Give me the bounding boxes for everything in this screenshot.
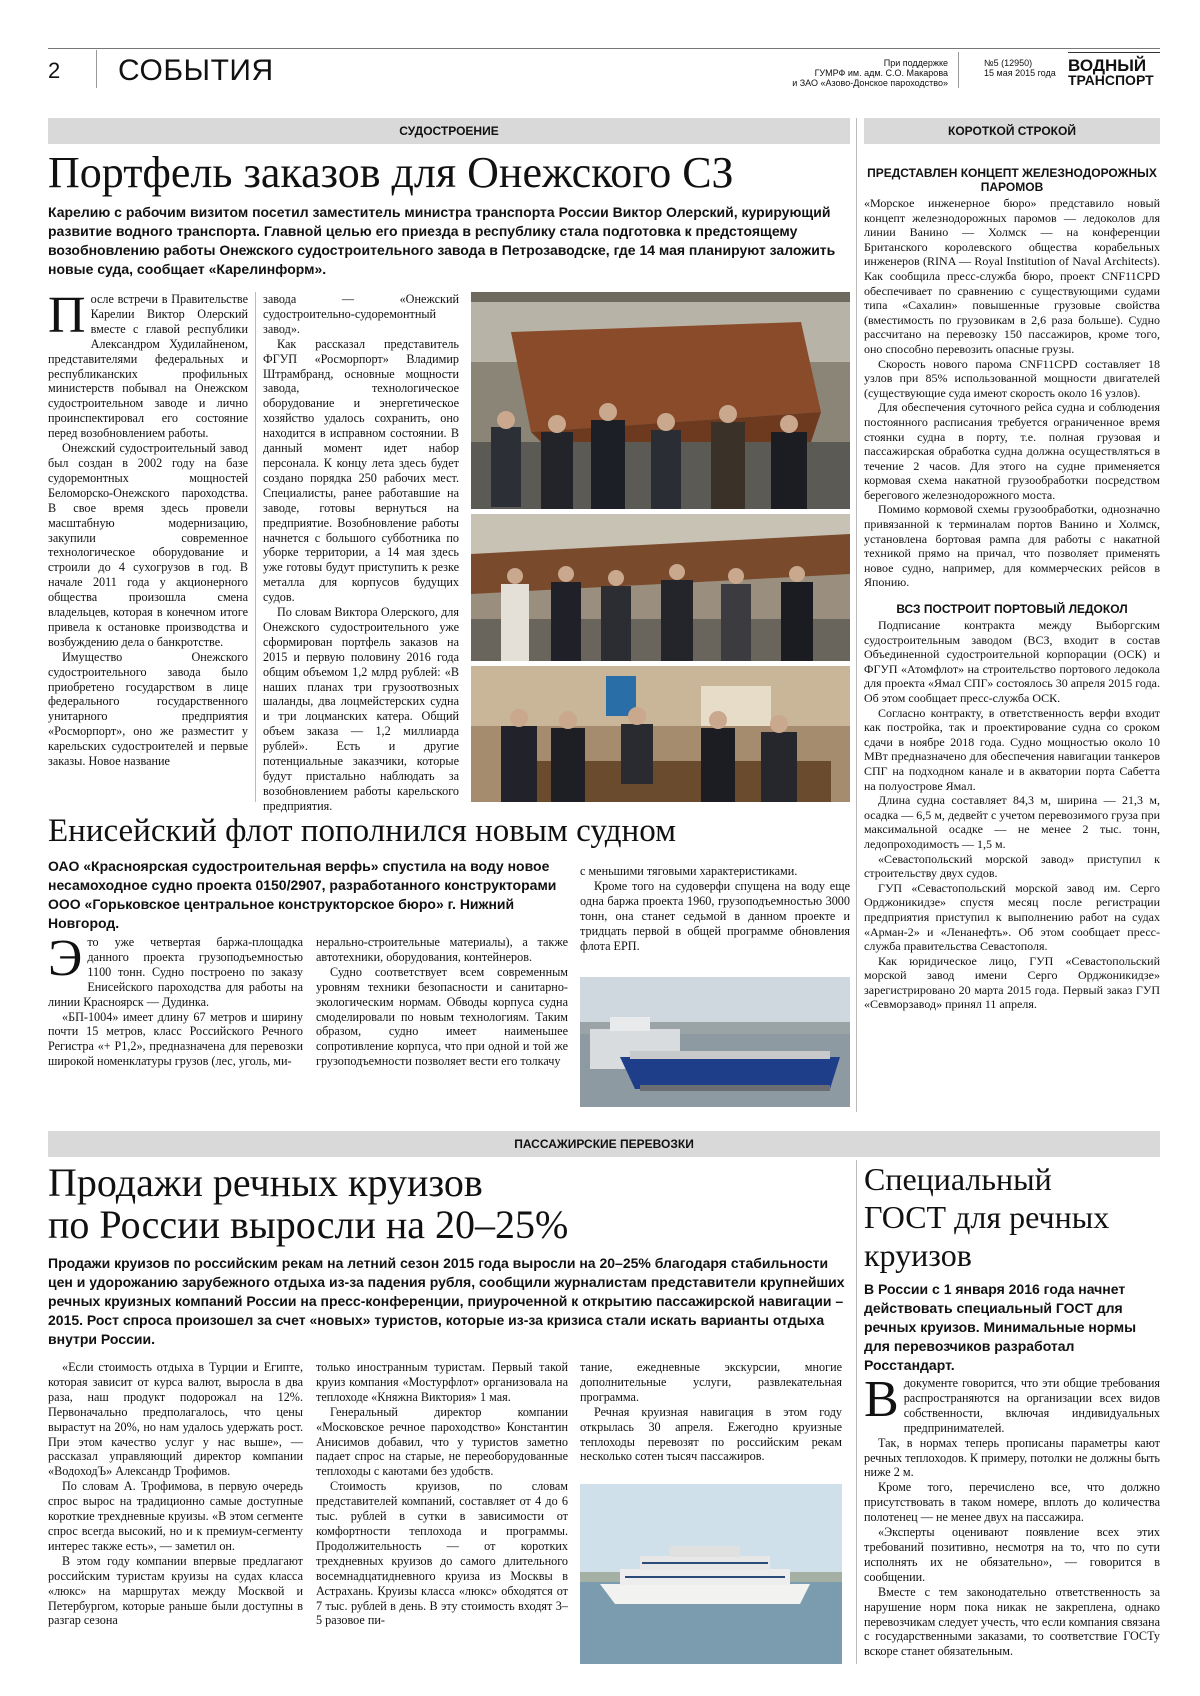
article-lead: ОАО «Красноярская судостроительная верфь» спустила на воду новое несамоходное судно проекта 0150/2907, разработанного конструкторами ООО «Горьковское центральное конструкторское бюро» г. Нижний Новгород.: [48, 858, 557, 931]
header-divider: [96, 50, 97, 88]
issue-info: [984, 58, 1056, 78]
paragraph: «Если стоимость отдыха в Турции и Египте, которая зависит от курса валют, выросла в два раза, наш продукт подорожал на 12%. Первоначально предполагалось, что цены вырастут на 20%, но нам удалось удержать рост. При этом качество услуг у нас выше», — рассказал управляющий директор компании «ВодоходЪ» Александр Трофимов.: [48, 1360, 303, 1479]
rubric-bar: СУДОСТРОЕНИЕ: [48, 118, 850, 144]
paragraph: Кроме того на судоверфи спущена на воду еще одна баржа проекта 1960, грузоподъемностью 3000 тонн, она станет седьмой в данном проекте и тридцать первой в общей программе обновления флота ЕРП.: [580, 878, 850, 953]
newspaper-logo[interactable]: [1068, 52, 1160, 88]
paragraph: Как юридическое лицо, ГУП «Севастопольский морской завод имени Серго Орджоникидзе» зарегистрировано 20 марта 2015 года. Первый заказ ГУП «Севморзавод» принял 11 апреля.: [864, 953, 1160, 1012]
issue-date: 15 мая 2015 года: [984, 68, 1056, 78]
paragraph: Помимо кормовой схемы грузообработки, однозначно привязанной к терминалам портов Ванино и Холмск, установлена бортовая рампа для работы с накатной техникой прямо на причал, что позволяет применять новое судно, например, для коммерческих рейсов в Японию.: [864, 502, 1160, 590]
paragraph: документе говорится, что эти общие требования распространяются на организации всех видов собственности, включая индивидуальных предпринимателей.: [903, 1376, 1160, 1435]
article-column: [48, 287, 248, 769]
cruise-ship-photo: [580, 1484, 842, 1664]
paragraph: Судно соответствует всем современным уровням техники безопасности и санитарно-экологическим нормам. Обводы корпуса судна смоделировали по новым технологиям. Таким образом, судно имеет наименьшее сопротивление корпуса, что при одной и той же грузоподъемности позволяет вести его толкачу: [316, 964, 568, 1069]
article-title: [864, 1160, 1160, 1274]
paragraph: ГУП «Севастопольский морской завод им. Серго Орджоникидзе» спустя месяц после регистрации предприятия приступил к выполнению работ на судах «Арман-2» и «Ленанефть». Об этом сообщает пресс-служба правительства Севастополя.: [864, 880, 1160, 954]
drop-cap: Э: [48, 930, 83, 987]
logo-line: ВОДНЫЙ: [1068, 56, 1147, 75]
section-title: СОБЫТИЯ: [118, 54, 274, 87]
paragraph: Речная круизная навигация в этом году открылась 30 апреля. Ежегодно круизные теплоходы перевозят по российским рекам несколько сотен тысяч пассажиров.: [580, 1404, 842, 1464]
paragraph: завода — «Онежский судостроительно-судоремонтный завод».: [263, 292, 459, 336]
column-rule: [856, 118, 857, 1112]
article-column: [48, 1360, 303, 1628]
article-column: [316, 1360, 568, 1628]
header-rule: [48, 48, 1160, 49]
article-column: [263, 292, 459, 814]
brief-title: ПРЕДСТАВЛЕН КОНЦЕПТ ЖЕЛЕЗНОДОРОЖНЫХ ПАРОМОВ: [867, 166, 1157, 194]
paragraph: «Севастопольский морской завод» приступил к строительству двух судов.: [864, 851, 1160, 881]
paragraph: осле встречи в Правительстве Карелии Виктор Олерский вместе с главой республики Александром Худилайненом, представителями федеральных и республиканских профильных министерств побывал на Онежском судостроительном заводе и лично проинспектировал его состояние перед возобновлением работы.: [48, 292, 248, 441]
paragraph: Для обеспечения суточного рейса судна и соблюдения постоянного расписания требуется ограниченное время стоянки судна в порту, т.е. полная грузовая и пассажирская обработка судна должна осуществляться в течение 2 часов. Для этого на судне применяется кормовая схема накатной грузообработки посредством берегового железнодорожного моста.: [864, 400, 1160, 502]
paragraph: Генеральный директор компании «Московское речное пароходство» Константин Анисимов добавил, что у туристов заметно падает спрос на старые, не переоборудованные теплоходы с каютами без удобств.: [316, 1404, 568, 1479]
paragraph: «БП-1004» имеет длину 67 метров и ширину почти 15 метров, класс Российского Речного Регистра «+ Р1,2», предназначена для перевозки широкой номенклатуры грузов (лес, уголь, ми-: [48, 1009, 303, 1069]
paragraph: «Эксперты оценивают появление всех этих требований позитивно, несмотря на то, что по сути исполнять их не обязательно», — говорится в сообщении.: [864, 1525, 1160, 1584]
paragraph: Вместе с тем законодательно ответственность за нарушение норм пока никак не закреплена, однако перевозчикам следует учесть, что если компания связана с государственными заказами, то соответствие ГОСТу вскоре станет обязательным.: [864, 1584, 1160, 1659]
paragraph: нерально-строительные материалы), а также автотехники, оборудования, контейнеров.: [316, 935, 568, 964]
paragraph: Подписание контракта между Выборгским судостроительным заводом (ВСЗ, входит в состав Объединенной судостроительной корпорации (ОСК) и ФГУП «Атомфлот» на строительство портового ледокола для проекта «Ямал СПГ» состоялось 30 апреля 2015 года. Об этом сообщает пресс-служба ОСК.: [864, 618, 1160, 705]
paragraph: Так, в нормах теперь прописаны параметры кают речных теплоходов. К примеру, потолки не должны быть ниже 2 м.: [864, 1435, 1160, 1480]
support-line: и ЗАО «Азово-Донское пароходство»: [792, 78, 948, 88]
title-line: круизов: [864, 1237, 972, 1273]
rubric-bar: КОРОТКОЙ СТРОКОЙ: [864, 118, 1160, 144]
title-line: Продажи речных круизов: [48, 1160, 483, 1205]
paragraph: Онежский судостроительный завод был создан в 2002 году на базе судоремонтных мощностей Беломорско-Онежского пароходства. В свое время здесь провели масштабную модернизацию, закупили современное технологическое оборудование и строили до 4 сухогрузов в год. В начале 2011 года у акционерного общества произошла смена владельцев, которая в конечном итоге привела к остановке производства и возбуждению дела о банкротстве.: [48, 441, 248, 649]
rubric-bar: ПАССАЖИРСКИЕ ПЕРЕВОЗКИ: [48, 1131, 1160, 1157]
article-column: [316, 935, 568, 1069]
paragraph: Имущество Онежского судостроительного завода было приобретено государством в лице федерального государственного унитарного предприятия «Росморпорт», оно же разместит у карельских судостроителей и первые заказы. Новое название: [48, 649, 248, 769]
briefs-column: [864, 152, 1160, 1012]
title-line: ГОСТ для речных: [864, 1199, 1110, 1235]
article-title: Портфель заказов для Онежского СЗ: [48, 148, 734, 197]
page-number: 2: [48, 58, 61, 83]
paragraph: Кроме того, перечислено все, что должно присутствовать в таком номере, вплоть до количества полотенец — не менее двух на пассажира.: [864, 1480, 1160, 1525]
title-line: по России выросли на 20–25%: [48, 1202, 569, 1247]
article-lead: Продажи круизов по российским рекам на летний сезон 2015 года выросли на 20–25% благодаря стабильности цен и удорожанию зарубежного отдыха из-за падения рубля, сообщили журналистам представители крупнейших речных круизных компаний России на пресс-конференции, приуроченной к открытию пассажирской навигации – 2015. Рост спроса произошел за счет «новых» туристов, которые из-за кризиса стали искать варианты отдыха внутри России.: [48, 1255, 845, 1347]
article-title: [48, 1162, 850, 1246]
logo-line: ТРАНСПОРТ: [1068, 72, 1154, 88]
article-column: [580, 1360, 842, 1464]
paragraph: с меньшими тяговыми характеристиками.: [580, 864, 798, 878]
shipyard-hull-photo: [471, 292, 850, 509]
support-line: При поддержке: [883, 58, 948, 68]
issue-number: №5 (12950): [984, 58, 1033, 68]
paragraph: Длина судна составляет 84,3 м, ширина — 21,3 м, осадка — 6,5 м, дедвейт с учетом перевозимого груза при максимальной осадке — не менее 2 тыс. тонн, ледопроходимость — 1,5 м.: [864, 793, 1160, 851]
paragraph: По словам А. Трофимова, в первую очередь спрос вырос на традиционно самые доступные короткие трехдневные круизы. «В этом сегменте спрос всегда высокий, но и к премиум-сегменту интерес также есть», — заметил он.: [48, 1479, 303, 1553]
article-lead: Карелию с рабочим визитом посетил заместитель министра транспорта России Виктор Олерский, курирующий развитие водного транспорта. Главной целью его приезда в республику стала подготовка к предстоящему возобновлению работы Онежского судостроительного завода в Петрозаводске, где 14 мая планируют заложить новые суда, сообщает «Карелинформ».: [48, 204, 836, 277]
drop-cap: В: [864, 1371, 899, 1428]
column-rule: [856, 1160, 857, 1664]
article-lead: В России с 1 января 2016 года начнет действовать специальный ГОСТ для речных круизов. Минимальные нормы для перевозчиков разработал Росстандарт.: [864, 1281, 1137, 1373]
paragraph: В этом году компании впервые предлагают российским туристам круизы на судах класса «люкс» на маршрутах между Москвой и Петербургом, которые раньше были доступны в разгар сезона: [48, 1553, 303, 1628]
paragraph: Скорость нового парома CNF11CPD составляет 18 узлов при 85% использованной мощности двигателей (существующие суда имеют скорость около 16 узлов).: [864, 356, 1160, 400]
paragraph: Стоимость круизов, по словам представителей компаний, составляет от 4 до 6 тыс. рублей в сутки в зависимости от комфортности теплохода и программы. Продолжительность — от коротких трехдневных круизов до самого длительного восемнадцатидневного круиза из Москвы в Астрахань. Круизы класса «люкс» обходятся от 7 тыс. рублей в день. В эту стоимость входят 3–5 разовое пи-: [316, 1479, 568, 1628]
column-rule: [255, 292, 256, 802]
paragraph: Как рассказал представитель ФГУП «Росморпорт» Владимир Штрамбранд, основные мощности завода, технологическое оборудование и энергетическое хозяйство удалось сохранить, оно находится в исправном состоянии. В данный момент идет набор персонала. К концу лета здесь будет создано порядка 250 рабочих мест. Специалисты, ранее работавшие на заводе, готовы вернуться на предприятие. Возобновление работы начнется с большого субботника по уборке территории, а 14 мая здесь уже готовы будут приступить к резке металла для корпусов будущих судов.: [263, 336, 459, 605]
paragraph: то уже четвертая баржа-площадка данного проекта грузоподъемностью 1100 тонн. Судно построено по заказу Енисейского пароходства для работы на линии Красноярск — Дудинка.: [48, 935, 303, 1009]
paragraph: только иностранным туристам. Первый такой круиз компания «Мостурфлот» организовала на теплоходе «Княжна Виктория» 1 мая.: [316, 1360, 568, 1404]
header-divider: [958, 52, 959, 88]
paragraph: Согласно контракту, в ответственность верфи входит как постройка, так и проектирование судна со сроком сдачи в ноябре 2018 года. Судно мощностью около 10 МВт предназначено для обеспечения навигации танкеров СПГ на подходном канале и в акватории порта Сабетта на полуострове Ямал.: [864, 705, 1160, 793]
barge-photo: [580, 977, 850, 1107]
support-line: ГУМРФ им. адм. С.О. Макарова: [814, 68, 948, 78]
article-column: [48, 930, 303, 1069]
article-column: [580, 864, 850, 953]
paragraph: По словам Виктора Олерского, для Онежского судостроительного уже сформирован портфель заказов на 2015 и первую половину 2016 года общим объемом 1,2 млрд рублей: «В наших планах три грузоотвозных шаланды, два лоцмейстерских судна и три лоцманских катера. Общий объем заказа — 1,2 миллиарда рублей». Есть и другие потенциальные заказчики, которые будут пристально наблюдать за возобновлением работы карельского предприятия.: [263, 605, 459, 813]
shipyard-group-photo: [471, 514, 850, 661]
drop-cap: П: [48, 287, 86, 344]
paragraph: тание, ежедневные экскурсии, многие дополнительные услуги, развлекательная программа.: [580, 1360, 842, 1404]
support-note: [760, 58, 948, 88]
article-column: [864, 1371, 1160, 1659]
paragraph: «Морское инженерное бюро» представило новый концепт железнодорожных паромов — ледоколов для линии Ванино — Холмск — на конференции Британского королевского общества корабельных инженеров (RINA — Royal Institution of Naval Architects). Как сообщила пресс-служба бюро, проект CNF11CPD обеспечивает по сравнению с существующими судами типа «Сахалин» повышенные грузовые свойства (вместимость по грузовикам в 2,6 раза больше). Судно рассчитано на перевозку 150 пассажиров, кроме того, оно способно перевозить опасные грузы.: [864, 196, 1160, 356]
article-title: Енисейский флот пополнился новым судном: [48, 813, 676, 849]
title-line: Специальный: [864, 1161, 1052, 1197]
brief-title: ВСЗ ПОСТРОИТ ПОРТОВЫЙ ЛЕДОКОЛ: [896, 602, 1128, 617]
meeting-room-photo: [471, 666, 850, 802]
